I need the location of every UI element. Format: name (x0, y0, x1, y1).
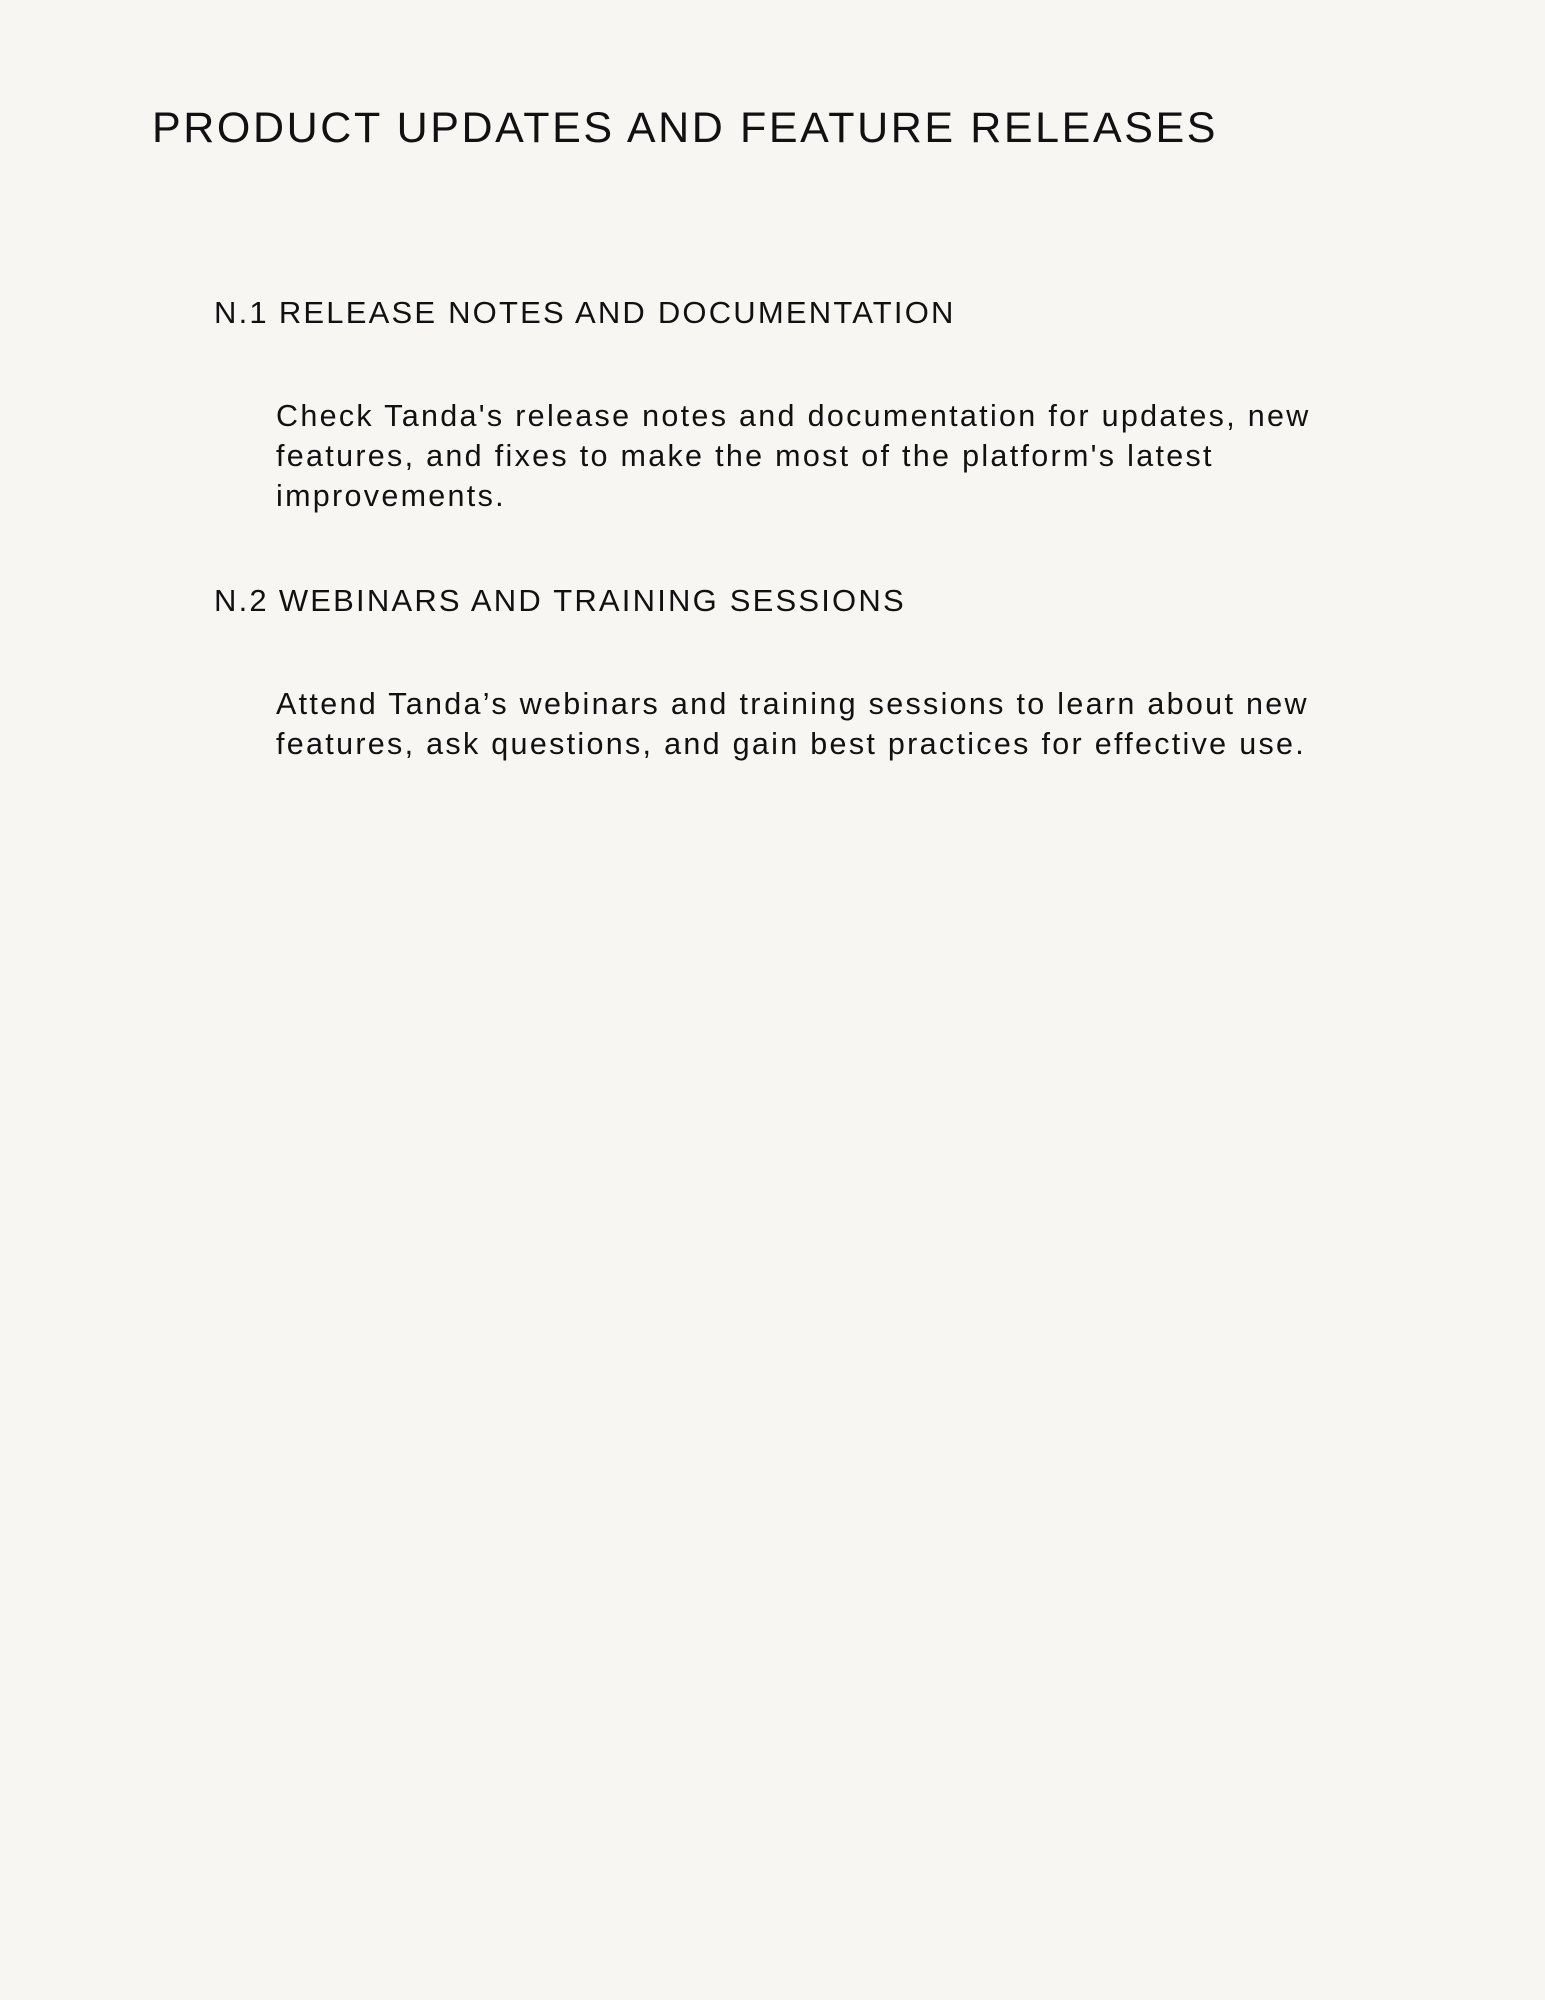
section-heading-text: RELEASE NOTES AND DOCUMENTATION (278, 295, 956, 330)
section-heading-text: WEBINARS AND TRAINING SESSIONS (278, 583, 906, 618)
section-number: N.1 (214, 295, 269, 330)
body-line: improvements. (276, 479, 506, 513)
section-body-webinars (276, 684, 1396, 764)
body-line: Check Tanda's release notes and documentation for updates, new (276, 399, 1311, 433)
section-number: N.2 (214, 583, 269, 618)
body-line: features, and fixes to make the most of the platform's latest (276, 439, 1214, 473)
section-heading-release-notes (214, 293, 956, 333)
body-line: Attend Tanda’s webinars and training sessions to learn about new (276, 687, 1309, 721)
section-body-release-notes (276, 396, 1396, 516)
page-title: PRODUCT UPDATES AND FEATURE RELEASES (152, 104, 1219, 152)
body-line: features, ask questions, and gain best practices for effective use. (276, 727, 1307, 761)
section-heading-webinars (214, 581, 906, 621)
